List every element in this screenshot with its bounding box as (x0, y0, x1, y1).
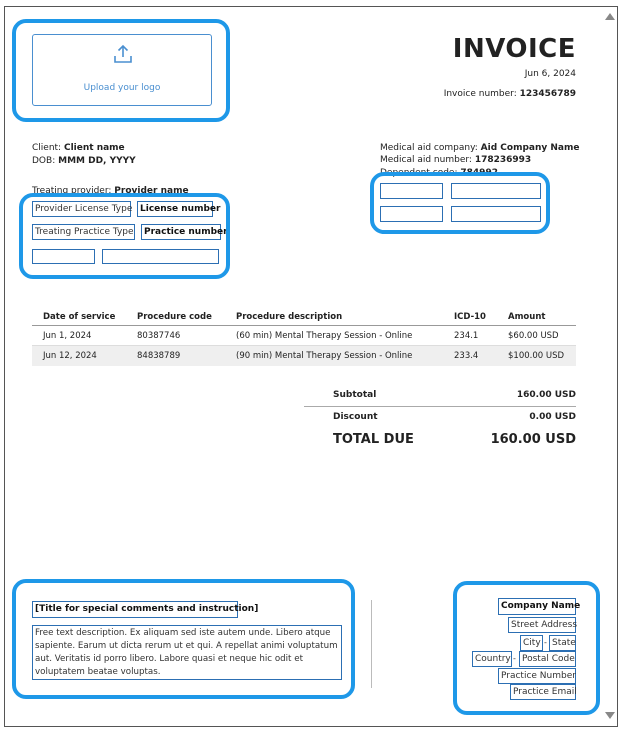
cell-description: (60 min) Mental Therapy Session - Online (236, 331, 413, 341)
state-field[interactable]: State (549, 635, 576, 651)
city-field[interactable]: City (520, 635, 543, 651)
cell-date: Jun 12, 2024 (43, 351, 97, 361)
scroll-down-arrow-icon[interactable] (605, 712, 615, 719)
scrollbar[interactable] (601, 7, 617, 725)
header-amount: Amount (508, 312, 546, 322)
street-address-field[interactable]: Street Address (508, 617, 576, 633)
comments-body-field[interactable]: Free text description. Ex aliquam sed iste autem unde. Libero atque sapiente. Earum ut dicta rerum ut et qui. A repellat animi voluptatum aut. Veritatis id porro libero. Labore quasi et neque hic odit et voluptatem beatae voluptas. (32, 625, 342, 680)
highlight-medical (370, 172, 550, 234)
subtotal-label: Subtotal (333, 390, 377, 400)
practice-type-field[interactable]: Treating Practice Type (32, 224, 135, 240)
total-due-label: TOTAL DUE (333, 432, 414, 447)
subtotal-value: 160.00 USD (516, 390, 576, 400)
discount-label: Discount (333, 412, 378, 422)
dob-line: DOB: MMM DD, YYYY (32, 156, 136, 166)
header-code: Procedure code (137, 312, 212, 322)
highlight-company (453, 581, 600, 715)
practice-email-field[interactable]: Practice Email (510, 684, 576, 700)
license-number-field[interactable]: License number (137, 201, 213, 217)
table-header-row (32, 307, 576, 326)
country-postal-separator: - (513, 654, 516, 663)
comments-title-field[interactable]: [Title for special comments and instruction] (32, 601, 238, 618)
city-state-separator: - (544, 638, 547, 647)
highlight-provider (19, 193, 230, 279)
header-date: Date of service (43, 312, 116, 322)
highlight-comments (12, 579, 355, 699)
discount-value: 0.00 USD (529, 412, 576, 422)
header-icd: ICD-10 (454, 312, 486, 322)
cell-icd: 233.4 (454, 351, 479, 361)
table-row (32, 326, 576, 346)
procedures-table (32, 307, 576, 366)
postal-code-field[interactable]: Postal Code (519, 651, 576, 667)
total-due-value: 160.00 USD (490, 432, 576, 447)
totals-divider (304, 406, 576, 407)
cell-code: 80387746 (137, 331, 181, 341)
country-field[interactable]: Country (472, 651, 512, 667)
cell-icd: 234.1 (454, 331, 479, 341)
license-type-field[interactable]: Provider License Type (32, 201, 131, 217)
footer-divider (371, 600, 372, 688)
highlight-logo (12, 19, 230, 122)
upload-logo-label: Upload your logo (83, 83, 161, 93)
company-name-field[interactable]: Company Name (498, 598, 576, 615)
invoice-number: Invoice number: 123456789 (443, 89, 576, 99)
client-line: Client: Client name (32, 143, 125, 153)
cell-code: 84838789 (137, 351, 181, 361)
provider-line: Treating provider: Provider name (32, 186, 189, 196)
invoice-date: Jun 6, 2024 (524, 69, 576, 79)
cell-date: Jun 1, 2024 (43, 331, 92, 341)
cell-amount: $100.00 USD (508, 351, 565, 361)
table-row (32, 346, 576, 366)
practice-number-field[interactable]: Practice number (141, 224, 221, 240)
dependent-code-line: Dependent code: 784992 (380, 168, 498, 178)
cell-description: (90 min) Mental Therapy Session - Online (236, 351, 413, 361)
header-description: Procedure description (236, 312, 343, 322)
practice-number-contact-field[interactable]: Practice Number (498, 668, 576, 684)
medical-company-line: Medical aid company: Aid Company Name (380, 143, 580, 153)
invoice-title: INVOICE (452, 34, 576, 64)
cell-amount: $60.00 USD (508, 331, 559, 341)
medical-number-line: Medical aid number: 178236993 (380, 155, 532, 165)
scroll-up-arrow-icon[interactable] (605, 13, 615, 20)
